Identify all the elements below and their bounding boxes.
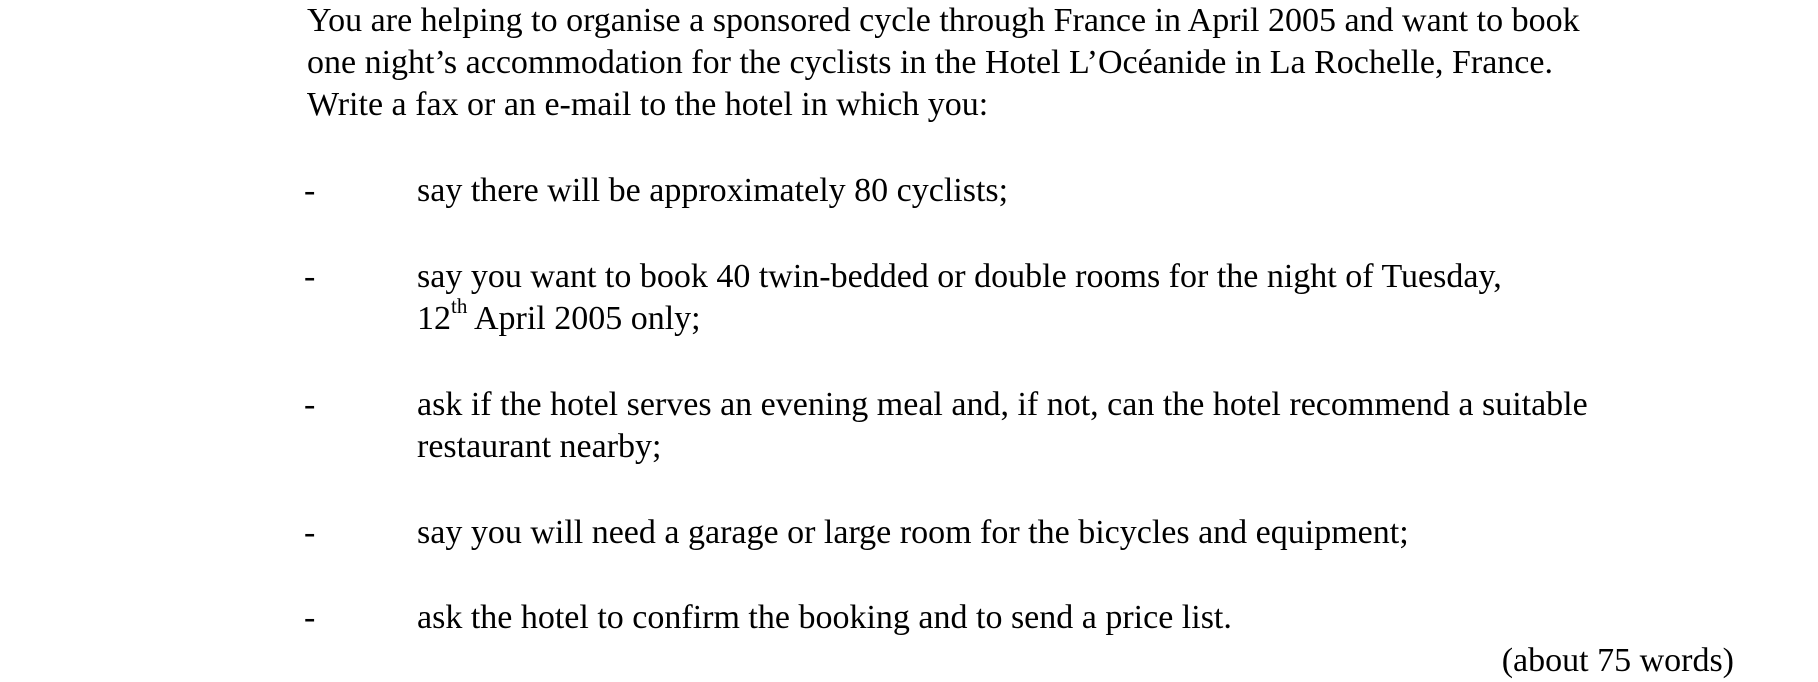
bullet-dash: - — [304, 514, 316, 551]
list-item-line: ask if the hotel serves an evening meal and, if not, can the hotel recommend a suitable — [417, 386, 1588, 423]
intro-line: Write a fax or an e-mail to the hotel in which you: — [307, 86, 989, 123]
list-item-line: ask the hotel to confirm the booking and to send a price list. — [417, 599, 1232, 636]
list-item-text — [417, 384, 1757, 468]
list-item-line: say there will be approximately 80 cyclists; — [417, 172, 1009, 209]
word-count-note: (about 75 words) — [1501, 642, 1734, 679]
list-item-line: restaurant nearby; — [417, 428, 662, 465]
intro-line: You are helping to organise a sponsored cycle through France in April 2005 and want to book — [307, 2, 1580, 39]
bullet-dash: - — [304, 172, 316, 209]
intro-line: one night’s accommodation for the cyclists in the Hotel L’Océanide in La Rochelle, France. — [307, 44, 1553, 81]
list-item-text — [417, 170, 1757, 212]
date-day: 12 — [417, 300, 451, 337]
task-introduction — [307, 0, 1747, 126]
list-item-text — [417, 512, 1757, 554]
list-item-line — [417, 293, 1757, 340]
list-item-line: say you want to book 40 twin-bedded or double rooms for the night of Tuesday, — [417, 258, 1502, 295]
date-rest: April 2005 only; — [467, 300, 701, 337]
bullet-dash: - — [304, 258, 316, 295]
ordinal-suffix: th — [451, 293, 468, 318]
list-item-text — [417, 597, 1757, 639]
bullet-dash: - — [304, 599, 316, 636]
bullet-dash: - — [304, 386, 316, 423]
list-item-line: say you will need a garage or large room for the bicycles and equipment; — [417, 514, 1409, 551]
list-item-text — [417, 256, 1757, 340]
